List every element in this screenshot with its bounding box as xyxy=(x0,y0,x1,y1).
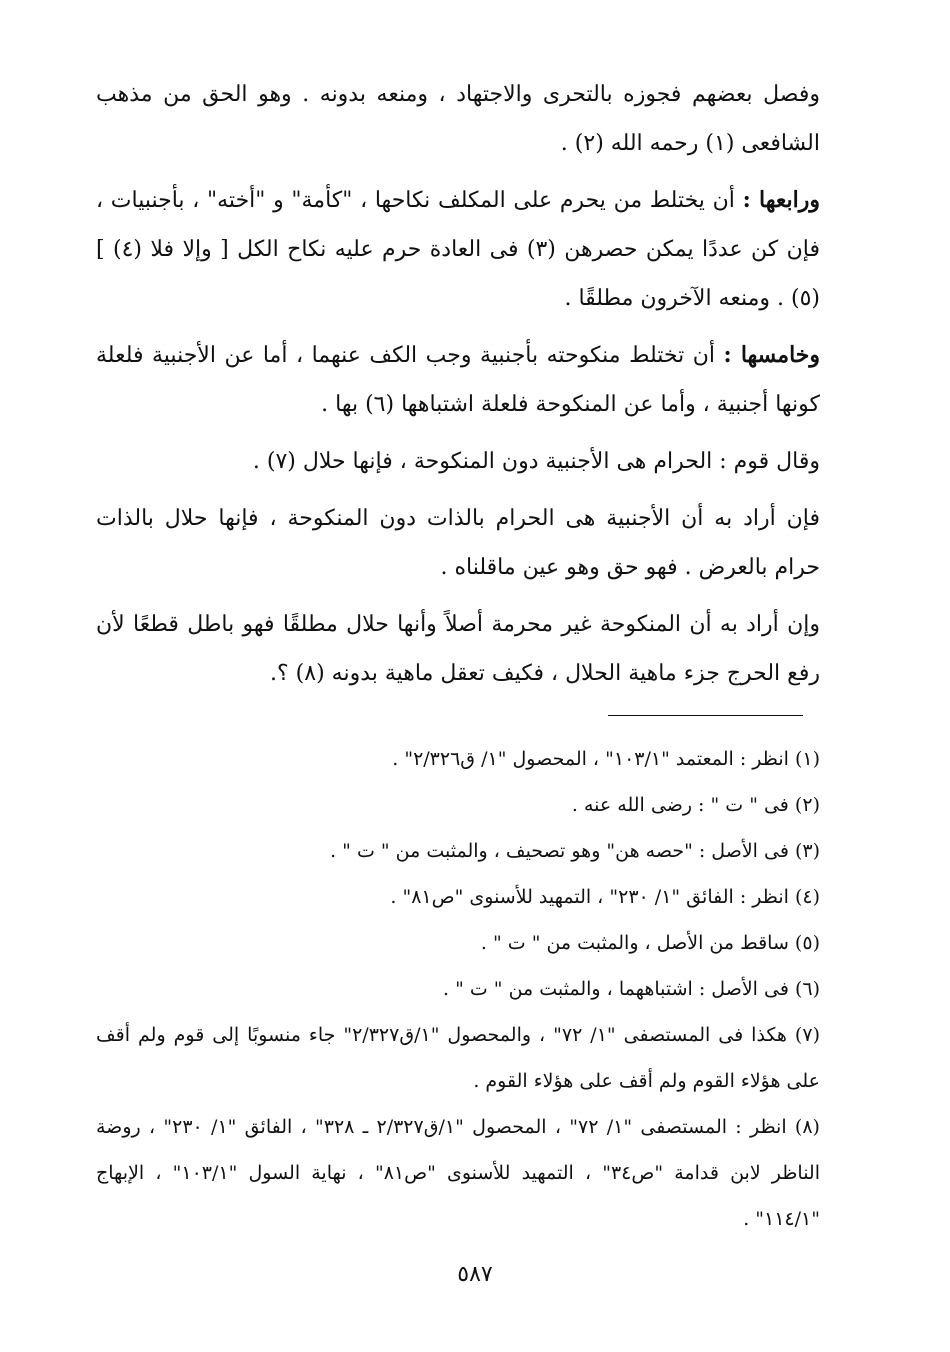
paragraph-3-text: أن تختلط منكوحته بأجنبية وجب الكف عنهما ، أما عن الأجنبية فلعلة كونها أجنبية ، وأما عن المنكوحة فلعلة اشتباهها (٦) بها . xyxy=(96,343,820,417)
footnote-3: (٣) فى الأصل : "حصه هن" وهو تصحيف ، والمثبت من " ت " . xyxy=(330,840,820,862)
footnote-5: (٥) ساقط من الأصل ، والمثبت من " ت " . xyxy=(480,932,820,954)
paragraph-6: وإن أراد به أن المنكوحة غير محرمة أصلاً وأنها حلال مطلقًا فهو باطل قطعًا لأن رفع الحرج جزء ماهية الحلال ، فكيف تعقل ماهية بدونه (٨) ؟. xyxy=(96,612,820,686)
paragraph-2-lead: ورابعها : xyxy=(742,187,820,213)
paragraph-3-lead: وخامسها : xyxy=(723,342,821,368)
paragraph-2-text: أن يختلط من يحرم على المكلف نكاحها ، "كأمة" و "أخته" ، بأجنبيات ، فإن كن عددًا يمكن حصرهن (٣) فى العادة حرم عليه نكاح الكل [ وإلا فلا (٤) ] (٥) . ومنعه الآخرون مطلقًا . xyxy=(96,188,820,311)
paragraph-2 xyxy=(96,176,820,323)
footnote-2: (٢) فى " ت " : رضى الله عنه . xyxy=(571,794,820,816)
footnote-7: (٧) هكذا فى المستصفى "١/ ٧٢" ، والمحصول "١/ق٢/٣٢٧" جاء منسوبًا إلى قوم ولم أقف على هؤلاء القوم ولم أقف على هؤلاء القوم . xyxy=(96,1024,820,1092)
footnotes xyxy=(96,736,820,1242)
footnote-divider xyxy=(608,715,803,716)
footnote-4: (٤) انظر : الفائق "١/ ٢٣٠" ، التمهيد للأسنوى "ص٨١" . xyxy=(390,886,820,908)
paragraph-4: وقال قوم : الحرام هى الأجنبية دون المنكوحة ، فإنها حلال (٧) . xyxy=(252,449,820,474)
paragraph-3 xyxy=(96,331,820,429)
paragraph-1: وفصل بعضهم فجوزه بالتحرى والاجتهاد ، ومنعه بدونه . وهو الحق من مذهب الشافعى (١) رحمه الله (٢) . xyxy=(96,82,820,156)
paragraph-5: فإن أراد به أن الأجنبية هى الحرام بالذات دون المنكوحة ، فإنها حلال بالذات حرام بالعرض . فهو حق وهو عين ماقلناه . xyxy=(96,506,820,580)
footnote-1: (١) انظر : المعتمد "١٠٣/١" ، المحصول "١/ ق٢/٣٢٦" . xyxy=(392,748,820,770)
footnote-6: (٦) فى الأصل : اشتباههما ، والمثبت من " ت " . xyxy=(443,978,820,1000)
page-number: ٥٨٧ xyxy=(457,1262,493,1287)
footnote-8: (٨) انظر : المستصفى "١/ ٧٢" ، المحصول "١/ق٢/٣٢٧ ـ ٣٢٨" ، الفائق "١/ ٢٣٠" ، روضة الناظر لابن قدامة "ص٣٤" ، التمهيد للأسنوى "ص٨١" ، نهاية السول "١٠٣/١" ، الإبهاج "١١٤/١" . xyxy=(96,1116,820,1230)
main-text xyxy=(96,70,820,706)
